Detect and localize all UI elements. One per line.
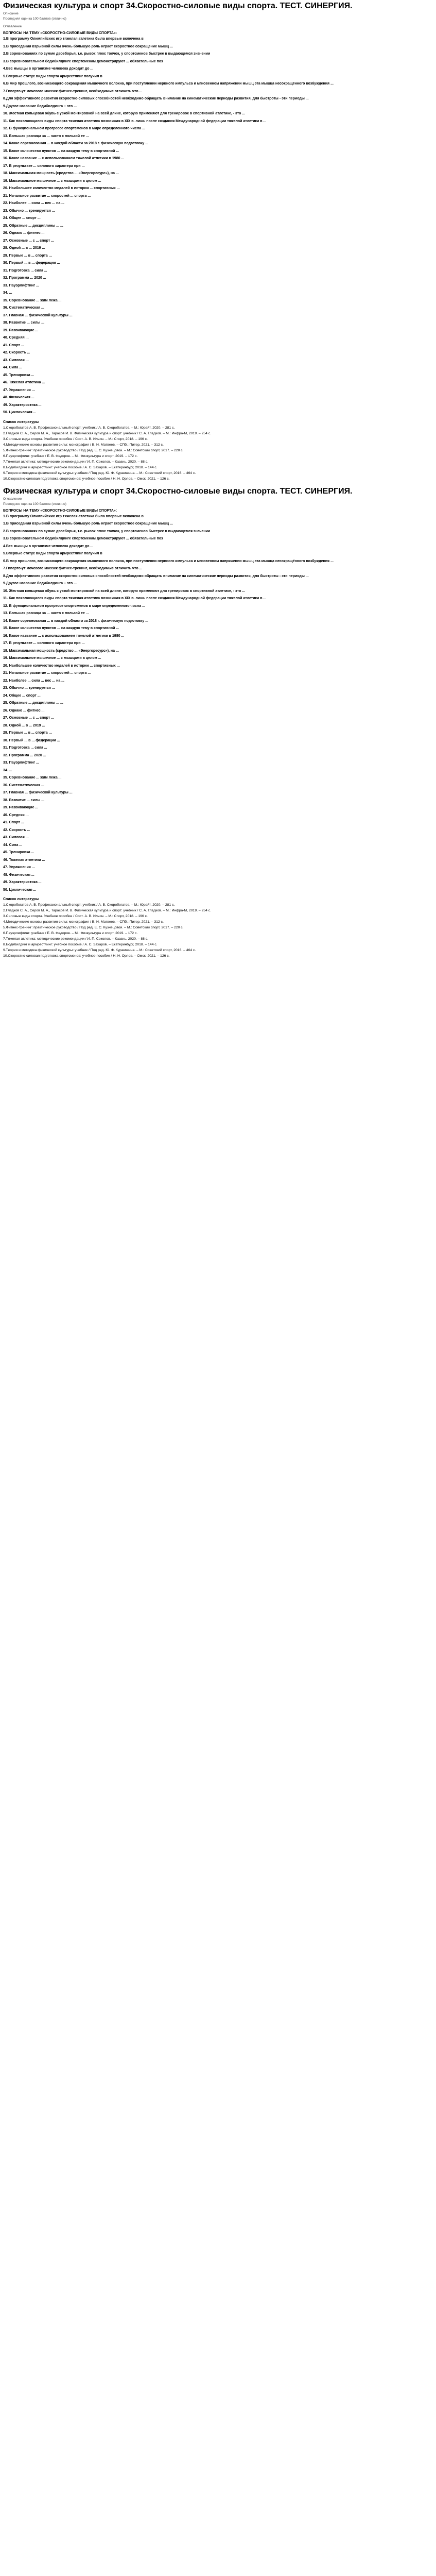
question-item: 11. Как появляющиеся виды спорта тяжелая атлетика возникшая в XIX в. лишь после создания Международной федерации тяжелой атлетики в ...: [3, 119, 267, 123]
question-item: 1.В приседании взрывной силы очень большую роль играет скоростное сокращение мышц ...: [3, 522, 173, 526]
question-item: 40. Средняя ...: [3, 336, 29, 340]
question-item: 31. Подготовка ... сила ...: [3, 746, 47, 750]
question-item: 34. ...: [3, 291, 12, 295]
source-item: 10.Скоростно-силовая подготовка спортсменов: учебное пособие / Н. Н. Орлов. – Омск, 2021. – 126 с.: [3, 954, 170, 958]
question-item: 50. Циклическая ...: [3, 888, 37, 892]
question-item: 6.В мир прошлого, возникающего сокращения мышечного волокна, при поступлении нервного импульса и мгновенном напряжении мышц эта мышца несокращённого возбуждения ...: [3, 559, 334, 563]
question-item: 43. Силовая ...: [3, 358, 29, 362]
source-item: 10.Скоростно-силовая подготовка спортсменов: учебное пособие / Н. Н. Орлов. – Омск, 2021. – 126 с.: [3, 477, 170, 481]
sources-title: Список литературы: [3, 420, 39, 424]
question-item: 20. Наибольшее количество медалей в истории ... спортивных ...: [3, 187, 120, 190]
question-item: 3.В соревновательном бодибилдинге спортсменам демонстрируют ... обязательные поз: [3, 537, 163, 540]
question-item: 28. Одной ... в ... 2019 ...: [3, 246, 45, 250]
question-item: 10. Жесткая кольцевая обувь с узкой монтировкой на всей длине, которую применяют для тренировок в спортивной атлетике, - это ...: [3, 112, 246, 115]
question-item: 10. Жесткая кольцевая обувь с узкой монтировкой на всей длине, которую применяют для тренировок в спортивной атлетике, - это ...: [3, 589, 246, 593]
question-item: 35. Соревнование ... жим лежа ...: [3, 776, 62, 779]
question-item: 46. Тяжелая атлетика ...: [3, 858, 45, 862]
question-item: 36. Систематическая ...: [3, 306, 44, 310]
source-item: 6.Пауэрлифтинг: учебник / Е. В. Федоров. – М.: Физкультура и спорт, 2019. – 172 с.: [3, 454, 138, 458]
question-item: 19. Максимальное мышечное ... с мышцами в целом ...: [3, 179, 101, 183]
question-item: 45. Тренировка ...: [3, 373, 34, 377]
source-item: 8.Бодибилдинг и армрестлинг: учебное пособие / А. С. Захаров. – Екатеринбург, 2018. – 144 с.: [3, 943, 158, 946]
source-item: 3.Силовые виды спорта. Учебное пособие / Сост. А. В. Ильин. – М.: Спорт, 2018. – 196 с.: [3, 914, 148, 918]
question-item: 2.В соревнованиях по сумме двоеборья, т.е. рывок плюс толчок, у спортсменов быстрее в выдающемся значении: [3, 529, 211, 533]
question-item: 2.В соревнованиях по сумме двоеборья, т.е. рывок плюс толчок, у спортсменов быстрее в выдающемся значении: [3, 52, 211, 56]
question-item: 14. Какие соревнования ... в каждой области за 2018 г. физическую подготовку ...: [3, 619, 149, 623]
question-item: 50. Циклическая ...: [3, 411, 37, 414]
question-item: 49. Характеристика ...: [3, 403, 42, 407]
question-item: 44. Сила ...: [3, 843, 23, 847]
question-item: 32. Программа ... 2020 ...: [3, 753, 46, 757]
source-item: 1.Скоробогатов А. В. Профессиональный спорт: учебник / А. В. Скоробогатов. – М.: Юрайт, 2020. – 281 с.: [3, 426, 175, 430]
question-item: 29. Первые ... в ... спорта ...: [3, 731, 52, 735]
question-item: 12. В функциональном прогрессе спортсменов в мире определенного числа ...: [3, 604, 145, 608]
question-item: 15. Какое количество пунктов ... на каждую тему в спортивной ...: [3, 149, 119, 153]
question-item: 43. Силовая ...: [3, 836, 29, 839]
source-item: 9.Теория и методика физической культуры: учебник / Под ред. Ю. Ф. Курамшина. – М.: Советский спорт, 2016. – 464 с.: [3, 948, 196, 952]
question-item: 48. Физическая ...: [3, 396, 34, 399]
question-item: 12. В функциональном прогрессе спортсменов в мире определенного числа ...: [3, 127, 145, 130]
question-list: [3, 514, 433, 895]
question-item: 22. Наиболее ... сила ... вес ... на ...: [3, 679, 65, 683]
question-item: 30. Первый ... в ... федерации ...: [3, 261, 60, 265]
document-title: Физическая культура и спорт 34.Скоростно-силовые виды спорта. ТЕСТ. СИНЕРГИЯ.: [3, 486, 353, 496]
document-1: [3, 2, 433, 482]
question-item: 20. Наибольшее количество медалей в истории ... спортивных ...: [3, 664, 120, 668]
question-item: 45. Тренировка ...: [3, 851, 34, 854]
question-item: 42. Скорость ...: [3, 351, 30, 354]
question-item: 16. Какое название ... с использованием тяжелой атлетики в 1980 ...: [3, 157, 125, 160]
question-item: 47. Упражнения ...: [3, 866, 35, 869]
question-item: 36. Систематическая ...: [3, 783, 44, 787]
question-item: 16. Какое название ... с использованием тяжелой атлетики в 1980 ...: [3, 634, 125, 638]
question-item: 8.Для эффективного развития скоростно-силовых способностей необходимо обращать внимание на кинематические периоды развития, для быстроты - эти периоды ...: [3, 97, 309, 100]
question-item: 37. Главная ... физической культуры ...: [3, 313, 73, 317]
source-item: 8.Бодибилдинг и армрестлинг: учебное пособие / А. С. Захаров. – Екатеринбург, 2018. – 144 с.: [3, 465, 158, 469]
question-item: 48. Физическая ...: [3, 873, 34, 877]
question-item: 25. Обратные ... дисциплины ... ...: [3, 224, 63, 228]
meta-contents: Оглавление: [3, 497, 22, 501]
document-title: Физическая культура и спорт 34.Скоростно-силовые виды спорта. ТЕСТ. СИНЕРГИЯ.: [3, 2, 353, 10]
question-item: 31. Подготовка ... сила ...: [3, 268, 47, 273]
question-item: 41. Спорт ...: [3, 821, 24, 824]
question-item: 42. Скорость ...: [3, 828, 30, 832]
question-item: 33. Пауэрлифтинг ...: [3, 761, 39, 765]
question-item: 21. Начальное развитие ... скоростей ... спорта ...: [3, 194, 91, 198]
question-item: 5.Впервые статус виды спорта армрестлинг получил в: [3, 74, 102, 78]
source-item: 2.Гладков С. А., Серов М. А., Тарасов И. В. Физическая культура и спорт: учебник / С. А. Гладков. – М.: Инфра-М, 2019. – 254 с.: [3, 909, 212, 912]
question-item: 26. Однако ... фитнес ...: [3, 231, 45, 235]
question-item: 11. Как появляющиеся виды спорта тяжелая атлетика возникшая в XIX в. лишь после создания Международной федерации тяжелой атлетики в ...: [3, 597, 267, 600]
question-item: 3.В соревновательном бодибилдинге спортсменам демонстрируют ... обязательные поз: [3, 59, 163, 63]
sources-list: [3, 425, 433, 482]
question-item: 18. Максимальная мощность (средство ... «Энергоресурс»), на ...: [3, 649, 119, 653]
page: [0, 0, 436, 959]
question-item: 18. Максимальная мощность (средство ... «Энергоресурс»), на ...: [3, 172, 119, 175]
question-item: 28. Одной ... в ... 2019 ...: [3, 723, 45, 727]
question-item: 9.Другое название бодибилдинга – это ...: [3, 582, 77, 585]
question-item: 41. Спорт ...: [3, 343, 24, 347]
question-item: 4.Вес мышцы в организме человека доходит до ...: [3, 544, 94, 548]
question-item: 17. В результате ... силового характера при ...: [3, 164, 85, 168]
source-item: 4.Методические основы развития силы: монография / В. Н. Матвеев. – СПб.: Питер, 2021. – 312 с.: [3, 920, 164, 924]
question-item: 19. Максимальное мышечное ... с мышцами в целом ...: [3, 656, 101, 660]
source-item: 9.Теория и методика физической культуры: учебник / Под ред. Ю. Ф. Курамшина. – М.: Советский спорт, 2016. – 464 с.: [3, 471, 196, 475]
source-item: 7.Тяжелая атлетика: методические рекомендации / И. П. Соколов. – Казань, 2020. – 88 с.: [3, 937, 149, 941]
question-item: 24. Общее ... спорт ...: [3, 693, 41, 698]
question-item: 13. Большая разница за ... часто с пользой ее ...: [3, 612, 89, 615]
meta-rating: Последняя оценка 100 баллов (отлично): [3, 17, 66, 21]
question-item: 39. Развивающие ...: [3, 328, 39, 332]
question-item: 15. Какое количество пунктов ... на каждую тему в спортивной ...: [3, 626, 119, 630]
source-item: 5.Фитнес-тренинг: практическое руководство / Под ред. Е. С. Кузнецовой. – М.: Советский спорт, 2017. – 220 с.: [3, 448, 184, 452]
question-item: 21. Начальное развитие ... скоростей ... спорта ...: [3, 671, 91, 675]
question-item: 46. Тяжелая атлетика ...: [3, 381, 45, 384]
question-item: 7.Гиперто-ут мочевого массаж фитнес-тренинг, необходимые отличить что ...: [3, 89, 143, 93]
question-item: 14. Какие соревнования ... в каждой области за 2018 г. физическую подготовку ...: [3, 142, 149, 145]
question-item: 44. Сила ...: [3, 366, 23, 369]
section-title: ВОПРОСЫ НА ТЕМУ «СКОРОСТНО-СИЛОВЫЕ ВИДЫ СПОРТА»:: [3, 31, 117, 35]
question-item: 26. Однако ... фитнес ...: [3, 708, 45, 713]
question-item: 47. Упражнения ...: [3, 388, 35, 392]
sources-title: Список литературы: [3, 897, 39, 901]
question-item: 37. Главная ... физической культуры ...: [3, 791, 73, 794]
question-item: 17. В результате ... силового характера при ...: [3, 641, 85, 645]
question-item: 9.Другое название бодибилдинга – это ...: [3, 104, 77, 108]
source-item: 6.Пауэрлифтинг: учебник / Е. В. Федоров. – М.: Физкультура и спорт, 2019. – 172 с.: [3, 931, 138, 935]
question-item: 23. Обычно ... тренируется ...: [3, 209, 55, 213]
question-item: 1.В программу Олимпийских игр тяжелая атлетика была впервые включена в: [3, 514, 144, 518]
meta-contents: Оглавление: [3, 25, 22, 28]
question-item: 33. Пауэрлифтинг ...: [3, 283, 39, 287]
question-item: 49. Характеристика ...: [3, 880, 42, 884]
question-item: 13. Большая разница за ... часто с пользой ее ...: [3, 134, 89, 138]
question-item: 38. Развитие ... силы ...: [3, 321, 45, 325]
source-item: 1.Скоробогатов А. В. Профессиональный спорт: учебник / А. В. Скоробогатов. – М.: Юрайт, 2020. – 281 с.: [3, 903, 175, 907]
source-item: 4.Методические основы развития силы: монография / В. Н. Матвеев. – СПб.: Питер, 2021. – 312 с.: [3, 443, 164, 447]
question-item: 1.В приседании взрывной силы очень большую роль играет скоростное сокращение мышц ...: [3, 44, 173, 48]
question-item: 40. Средняя ...: [3, 813, 29, 817]
question-item: 5.Впервые статус виды спорта армрестлинг получил в: [3, 552, 102, 555]
question-item: 38. Развитие ... силы ...: [3, 798, 45, 802]
question-item: 29. Первые ... в ... спорта ...: [3, 253, 52, 258]
source-item: 7.Тяжелая атлетика: методические рекомендации / И. П. Соколов. – Казань, 2020. – 88 с.: [3, 460, 149, 464]
question-item: 23. Обычно ... тренируется ...: [3, 686, 55, 690]
section-title: ВОПРОСЫ НА ТЕМУ «СКОРОСТНО-СИЛОВЫЕ ВИДЫ СПОРТА»:: [3, 509, 117, 513]
question-item: 39. Развивающие ...: [3, 806, 39, 809]
question-item: 30. Первый ... в ... федерации ...: [3, 738, 60, 742]
question-item: 6.В мир прошлого, возникающего сокращения мышечного волокна, при поступлении нервного импульса и мгновенном напряжении мышц эта мышца несокращённого возбуждения ...: [3, 82, 334, 86]
question-item: 24. Общее ... спорт ...: [3, 216, 41, 220]
question-item: 34. ...: [3, 768, 12, 772]
question-item: 27. Основные ... с ... спорт ...: [3, 716, 55, 720]
sources-list: [3, 902, 433, 959]
meta-rating: Последняя оценка 100 баллов (отлично): [3, 502, 66, 506]
question-item: 35. Соревнование ... жим лежа ...: [3, 298, 62, 302]
source-item: 5.Фитнес-тренинг: практическое руководство / Под ред. Е. С. Кузнецовой. – М.: Советский спорт, 2017. – 220 с.: [3, 926, 184, 929]
question-item: 22. Наиболее ... сила ... вес ... на ...: [3, 201, 65, 205]
question-item: 8.Для эффективного развития скоростно-силовых способностей необходимо обращать внимание на кинематические периоды развития, для быстроты - эти периоды ...: [3, 574, 309, 578]
meta-description: Описание: [3, 12, 19, 15]
question-list: [3, 36, 433, 417]
question-item: 27. Основные ... с ... спорт ...: [3, 239, 55, 243]
document-2: [3, 487, 433, 959]
source-item: 2.Гладков С. А., Серов М. А., Тарасов И. В. Физическая культура и спорт: учебник / С. А. Гладков. – М.: Инфра-М, 2019. – 254 с.: [3, 431, 212, 435]
question-item: 32. Программа ... 2020 ...: [3, 276, 46, 280]
question-item: 25. Обратные ... дисциплины ... ...: [3, 701, 63, 705]
question-item: 1.В программу Олимпийских игр тяжелая атлетика была впервые включена в: [3, 37, 144, 41]
source-item: 3.Силовые виды спорта. Учебное пособие / Сост. А. В. Ильин. – М.: Спорт, 2018. – 196 с.: [3, 437, 148, 441]
question-item: 4.Вес мышцы в организме человека доходит до ...: [3, 67, 94, 71]
question-item: 7.Гиперто-ут мочевого массаж фитнес-тренинг, необходимые отличить что ...: [3, 567, 143, 570]
